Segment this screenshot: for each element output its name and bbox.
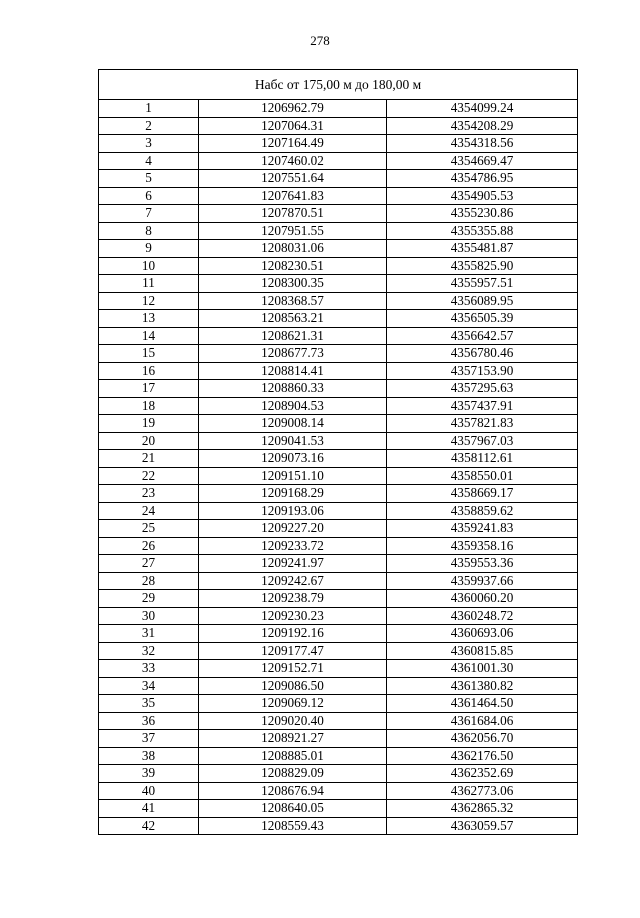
table-row [99, 275, 578, 293]
x-coordinate-cell: 1208814.41 [199, 362, 387, 380]
point-number-cell: 14 [99, 327, 199, 345]
table-row [99, 187, 578, 205]
table-row [99, 205, 578, 223]
point-number-cell: 12 [99, 292, 199, 310]
x-coordinate-cell: 1208829.09 [199, 765, 387, 783]
x-coordinate-cell: 1209230.23 [199, 607, 387, 625]
point-number-cell: 8 [99, 222, 199, 240]
x-coordinate-cell: 1209177.47 [199, 642, 387, 660]
table-row [99, 397, 578, 415]
table-row [99, 432, 578, 450]
table-row [99, 607, 578, 625]
x-coordinate-cell: 1207164.49 [199, 135, 387, 153]
table-row [99, 100, 578, 118]
x-coordinate-cell: 1208677.73 [199, 345, 387, 363]
point-number-cell: 26 [99, 537, 199, 555]
point-number-cell: 17 [99, 380, 199, 398]
x-coordinate-cell: 1209069.12 [199, 695, 387, 713]
x-coordinate-cell: 1208300.35 [199, 275, 387, 293]
x-coordinate-cell: 1209020.40 [199, 712, 387, 730]
y-coordinate-cell: 4354669.47 [387, 152, 578, 170]
point-number-cell: 4 [99, 152, 199, 170]
y-coordinate-cell: 4357967.03 [387, 432, 578, 450]
table-row [99, 485, 578, 503]
table-row [99, 415, 578, 433]
y-coordinate-cell: 4358859.62 [387, 502, 578, 520]
y-coordinate-cell: 4354208.29 [387, 117, 578, 135]
x-coordinate-cell: 1209168.29 [199, 485, 387, 503]
point-number-cell: 28 [99, 572, 199, 590]
table-header-row [99, 70, 578, 100]
table-row [99, 555, 578, 573]
y-coordinate-cell: 4358550.01 [387, 467, 578, 485]
y-coordinate-cell: 4358112.61 [387, 450, 578, 468]
point-number-cell: 40 [99, 782, 199, 800]
point-number-cell: 16 [99, 362, 199, 380]
x-coordinate-cell: 1208904.53 [199, 397, 387, 415]
coordinates-table [98, 69, 578, 835]
y-coordinate-cell: 4357295.63 [387, 380, 578, 398]
y-coordinate-cell: 4360815.85 [387, 642, 578, 660]
y-coordinate-cell: 4356780.46 [387, 345, 578, 363]
x-coordinate-cell: 1208640.05 [199, 800, 387, 818]
x-coordinate-cell: 1209073.16 [199, 450, 387, 468]
y-coordinate-cell: 4362865.32 [387, 800, 578, 818]
y-coordinate-cell: 4354318.56 [387, 135, 578, 153]
point-number-cell: 6 [99, 187, 199, 205]
y-coordinate-cell: 4357153.90 [387, 362, 578, 380]
y-coordinate-cell: 4355825.90 [387, 257, 578, 275]
point-number-cell: 30 [99, 607, 199, 625]
x-coordinate-cell: 1208031.06 [199, 240, 387, 258]
table-row [99, 590, 578, 608]
point-number-cell: 36 [99, 712, 199, 730]
point-number-cell: 39 [99, 765, 199, 783]
point-number-cell: 24 [99, 502, 199, 520]
table-row [99, 660, 578, 678]
y-coordinate-cell: 4354786.95 [387, 170, 578, 188]
y-coordinate-cell: 4359937.66 [387, 572, 578, 590]
point-number-cell: 3 [99, 135, 199, 153]
point-number-cell: 35 [99, 695, 199, 713]
x-coordinate-cell: 1208621.31 [199, 327, 387, 345]
point-number-cell: 33 [99, 660, 199, 678]
table-row [99, 240, 578, 258]
y-coordinate-cell: 4360060.20 [387, 590, 578, 608]
y-coordinate-cell: 4359553.36 [387, 555, 578, 573]
x-coordinate-cell: 1209192.16 [199, 625, 387, 643]
y-coordinate-cell: 4354905.53 [387, 187, 578, 205]
table-row [99, 730, 578, 748]
x-coordinate-cell: 1209238.79 [199, 590, 387, 608]
x-coordinate-cell: 1209227.20 [199, 520, 387, 538]
x-coordinate-cell: 1207551.64 [199, 170, 387, 188]
x-coordinate-cell: 1208676.94 [199, 782, 387, 800]
y-coordinate-cell: 4362773.06 [387, 782, 578, 800]
x-coordinate-cell: 1207064.31 [199, 117, 387, 135]
table-row [99, 467, 578, 485]
coordinates-table-container [98, 69, 577, 835]
x-coordinate-cell: 1207641.83 [199, 187, 387, 205]
x-coordinate-cell: 1209241.97 [199, 555, 387, 573]
y-coordinate-cell: 4359241.83 [387, 520, 578, 538]
table-row [99, 362, 578, 380]
table-row [99, 345, 578, 363]
point-number-cell: 19 [99, 415, 199, 433]
y-coordinate-cell: 4356089.95 [387, 292, 578, 310]
y-coordinate-cell: 4356642.57 [387, 327, 578, 345]
x-coordinate-cell: 1209242.67 [199, 572, 387, 590]
table-row [99, 310, 578, 328]
table-row [99, 520, 578, 538]
x-coordinate-cell: 1207870.51 [199, 205, 387, 223]
point-number-cell: 27 [99, 555, 199, 573]
table-row [99, 572, 578, 590]
y-coordinate-cell: 4357821.83 [387, 415, 578, 433]
point-number-cell: 20 [99, 432, 199, 450]
y-coordinate-cell: 4361001.30 [387, 660, 578, 678]
point-number-cell: 1 [99, 100, 199, 118]
table-row [99, 152, 578, 170]
y-coordinate-cell: 4361684.06 [387, 712, 578, 730]
y-coordinate-cell: 4355230.86 [387, 205, 578, 223]
y-coordinate-cell: 4362352.69 [387, 765, 578, 783]
table-row [99, 450, 578, 468]
y-coordinate-cell: 4355481.87 [387, 240, 578, 258]
point-number-cell: 38 [99, 747, 199, 765]
x-coordinate-cell: 1208559.43 [199, 817, 387, 835]
y-coordinate-cell: 4360693.06 [387, 625, 578, 643]
table-row [99, 677, 578, 695]
point-number-cell: 21 [99, 450, 199, 468]
table-row [99, 380, 578, 398]
point-number-cell: 15 [99, 345, 199, 363]
table-title: Набс от 175,00 м до 180,00 м [99, 70, 578, 100]
table-row [99, 765, 578, 783]
table-row [99, 170, 578, 188]
table-row [99, 117, 578, 135]
x-coordinate-cell: 1209233.72 [199, 537, 387, 555]
table-row [99, 817, 578, 835]
point-number-cell: 37 [99, 730, 199, 748]
y-coordinate-cell: 4359358.16 [387, 537, 578, 555]
x-coordinate-cell: 1209008.14 [199, 415, 387, 433]
x-coordinate-cell: 1209041.53 [199, 432, 387, 450]
table-row [99, 135, 578, 153]
table-row [99, 327, 578, 345]
y-coordinate-cell: 4355957.51 [387, 275, 578, 293]
x-coordinate-cell: 1208885.01 [199, 747, 387, 765]
point-number-cell: 18 [99, 397, 199, 415]
x-coordinate-cell: 1209151.10 [199, 467, 387, 485]
table-row [99, 712, 578, 730]
x-coordinate-cell: 1208368.57 [199, 292, 387, 310]
point-number-cell: 13 [99, 310, 199, 328]
y-coordinate-cell: 4356505.39 [387, 310, 578, 328]
point-number-cell: 9 [99, 240, 199, 258]
point-number-cell: 25 [99, 520, 199, 538]
point-number-cell: 32 [99, 642, 199, 660]
table-row [99, 537, 578, 555]
y-coordinate-cell: 4361380.82 [387, 677, 578, 695]
table-row [99, 747, 578, 765]
point-number-cell: 23 [99, 485, 199, 503]
x-coordinate-cell: 1208230.51 [199, 257, 387, 275]
y-coordinate-cell: 4360248.72 [387, 607, 578, 625]
x-coordinate-cell: 1208563.21 [199, 310, 387, 328]
point-number-cell: 42 [99, 817, 199, 835]
table-row [99, 800, 578, 818]
y-coordinate-cell: 4355355.88 [387, 222, 578, 240]
y-coordinate-cell: 4358669.17 [387, 485, 578, 503]
page-number: 278 [310, 33, 330, 48]
table-row [99, 257, 578, 275]
point-number-cell: 2 [99, 117, 199, 135]
table-row [99, 782, 578, 800]
x-coordinate-cell: 1208860.33 [199, 380, 387, 398]
point-number-cell: 22 [99, 467, 199, 485]
point-number-cell: 7 [99, 205, 199, 223]
y-coordinate-cell: 4362056.70 [387, 730, 578, 748]
point-number-cell: 29 [99, 590, 199, 608]
point-number-cell: 11 [99, 275, 199, 293]
y-coordinate-cell: 4361464.50 [387, 695, 578, 713]
y-coordinate-cell: 4354099.24 [387, 100, 578, 118]
point-number-cell: 5 [99, 170, 199, 188]
x-coordinate-cell: 1209193.06 [199, 502, 387, 520]
x-coordinate-cell: 1207460.02 [199, 152, 387, 170]
table-row [99, 625, 578, 643]
point-number-cell: 31 [99, 625, 199, 643]
y-coordinate-cell: 4357437.91 [387, 397, 578, 415]
y-coordinate-cell: 4362176.50 [387, 747, 578, 765]
point-number-cell: 10 [99, 257, 199, 275]
table-row [99, 695, 578, 713]
y-coordinate-cell: 4363059.57 [387, 817, 578, 835]
table-row [99, 292, 578, 310]
point-number-cell: 34 [99, 677, 199, 695]
x-coordinate-cell: 1209086.50 [199, 677, 387, 695]
x-coordinate-cell: 1208921.27 [199, 730, 387, 748]
table-row [99, 502, 578, 520]
point-number-cell: 41 [99, 800, 199, 818]
x-coordinate-cell: 1206962.79 [199, 100, 387, 118]
table-row [99, 642, 578, 660]
x-coordinate-cell: 1207951.55 [199, 222, 387, 240]
table-row [99, 222, 578, 240]
x-coordinate-cell: 1209152.71 [199, 660, 387, 678]
